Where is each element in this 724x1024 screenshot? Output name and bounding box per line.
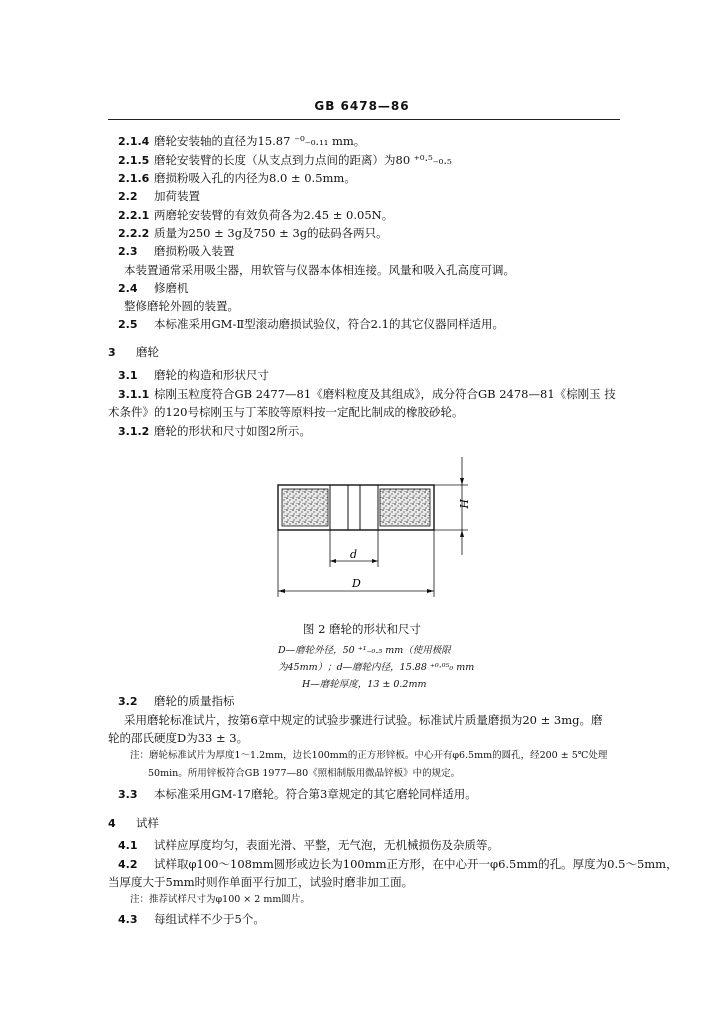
figure-legend-d: 为45mm）；d—磨轮内径，15.88 ⁺⁰·⁰⁵₀ mm — [278, 662, 475, 673]
clause-3-2-body-cont: 轮的邵氏硬度D为33 ± 3。 — [108, 731, 249, 745]
clause-2-5: 2.5 本标准采用GM-Ⅱ型滚动磨损试验仪，符合2.1的其它仪器同样适用。 — [118, 317, 504, 331]
note-standard-chip-cont: 50min。所用锌板符合GB 1977—80《照相制版用微晶锌板》中的规定。 — [148, 768, 461, 779]
header-rule — [108, 119, 620, 120]
label-H: H — [457, 499, 470, 509]
clause-2-1-4: 2.1.4 磨轮安装轴的直径为15.87 ⁻⁰₋₀.₁₁ mm。 — [118, 134, 366, 148]
clause-2-3-body: 本装置通常采用吸尘器，用软管与仪器本体相连接。风量和吸入孔高度可调。 — [124, 263, 515, 277]
clause-4-1: 4.1 试样应厚度均匀，表面光滑、平整，无气泡，无机械损伤及杂质等。 — [118, 838, 499, 852]
page-header: GB 6478—86 — [314, 99, 410, 113]
clause-2-2-2: 2.2.2 质量为250 ± 3g及750 ± 3g的砝码各两只。 — [118, 226, 388, 240]
clause-3-2: 3.2 磨轮的质量指标 — [118, 694, 235, 708]
label-d: d — [350, 548, 358, 561]
clause-3-1-1: 3.1.1 棕刚玉粒度符合GB 2477—81《磨料粒度及其组成》，成分符合GB 2478—81《棕刚玉 技 — [118, 387, 616, 401]
clause-4-2-cont: 当厚度大于5mm时则作单面平行加工，试验时磨非加工面。 — [108, 875, 414, 889]
clause-2-2-1: 2.2.1 两磨轮安装臂的有效负荷各为2.45 ± 0.05N。 — [118, 208, 394, 222]
note-specimen-size: 注：推荐试样尺寸为φ100 × 2 mm圆片。 — [130, 894, 310, 905]
wheel-diagram — [268, 455, 478, 605]
clause-3-1: 3.1 磨轮的构造和形状尺寸 — [118, 368, 269, 382]
clause-2-1-5: 2.1.5 磨轮安装臂的长度（从支点到力点间的距离）为80 ⁺⁰·⁵₋₀.₅ — [118, 153, 452, 167]
section-4-title: 4 试样 — [108, 816, 159, 830]
wheel-left-abrasive — [282, 489, 328, 526]
clause-2-4: 2.4 修磨机 — [118, 281, 189, 295]
clause-3-1-2: 3.1.2 磨轮的形状和尺寸如图2所示。 — [118, 424, 311, 438]
clause-3-3: 3.3 本标准采用GM-17磨轮。符合第3章规定的其它磨轮同样适用。 — [118, 787, 477, 801]
label-D: D — [352, 577, 361, 590]
clause-3-1-1-cont: 术条件》的120号棕刚玉与丁苯胶等原料按一定配比制成的橡胶砂轮。 — [108, 405, 464, 419]
clause-2-3: 2.3 磨损粉吸入装置 — [118, 244, 235, 258]
clause-4-3: 4.3 每组试样不少于5个。 — [118, 912, 265, 926]
figure-caption: 图 2 磨轮的形状和尺寸 — [302, 622, 422, 636]
wheel-right-abrasive — [380, 489, 430, 526]
clause-2-1-6: 2.1.6 磨损粉吸入孔的内径为8.0 ± 0.5mm。 — [118, 171, 356, 185]
clause-3-2-body: 采用磨轮标准试片，按第6章中规定的试验步骤进行试验。标准试片质量磨损为20 ± 3mg。磨 — [124, 713, 603, 727]
note-standard-chip: 注：磨轮标准试片为厚度1～1.2mm，边长100mm的正方形锌板。中心开有φ6.5mm的圆孔，经200 ± 5℃处理 — [130, 750, 608, 761]
figure-legend-H: H—磨轮厚度，13 ± 0.2mm — [302, 679, 427, 690]
clause-4-2: 4.2 试样取φ100～108mm圆形或边长为100mm正方形，在中心开一φ6.5mm的孔。厚度为0.5～5mm， — [118, 857, 678, 871]
clause-2-4-body: 整修磨轮外圆的装置。 — [124, 299, 239, 313]
figure-legend-D: D—磨轮外径，50 ⁺¹₋₀.₅ mm（使用极限 — [278, 645, 451, 656]
section-3-title: 3 磨轮 — [108, 345, 159, 359]
clause-2-2: 2.2 加荷装置 — [118, 189, 200, 203]
